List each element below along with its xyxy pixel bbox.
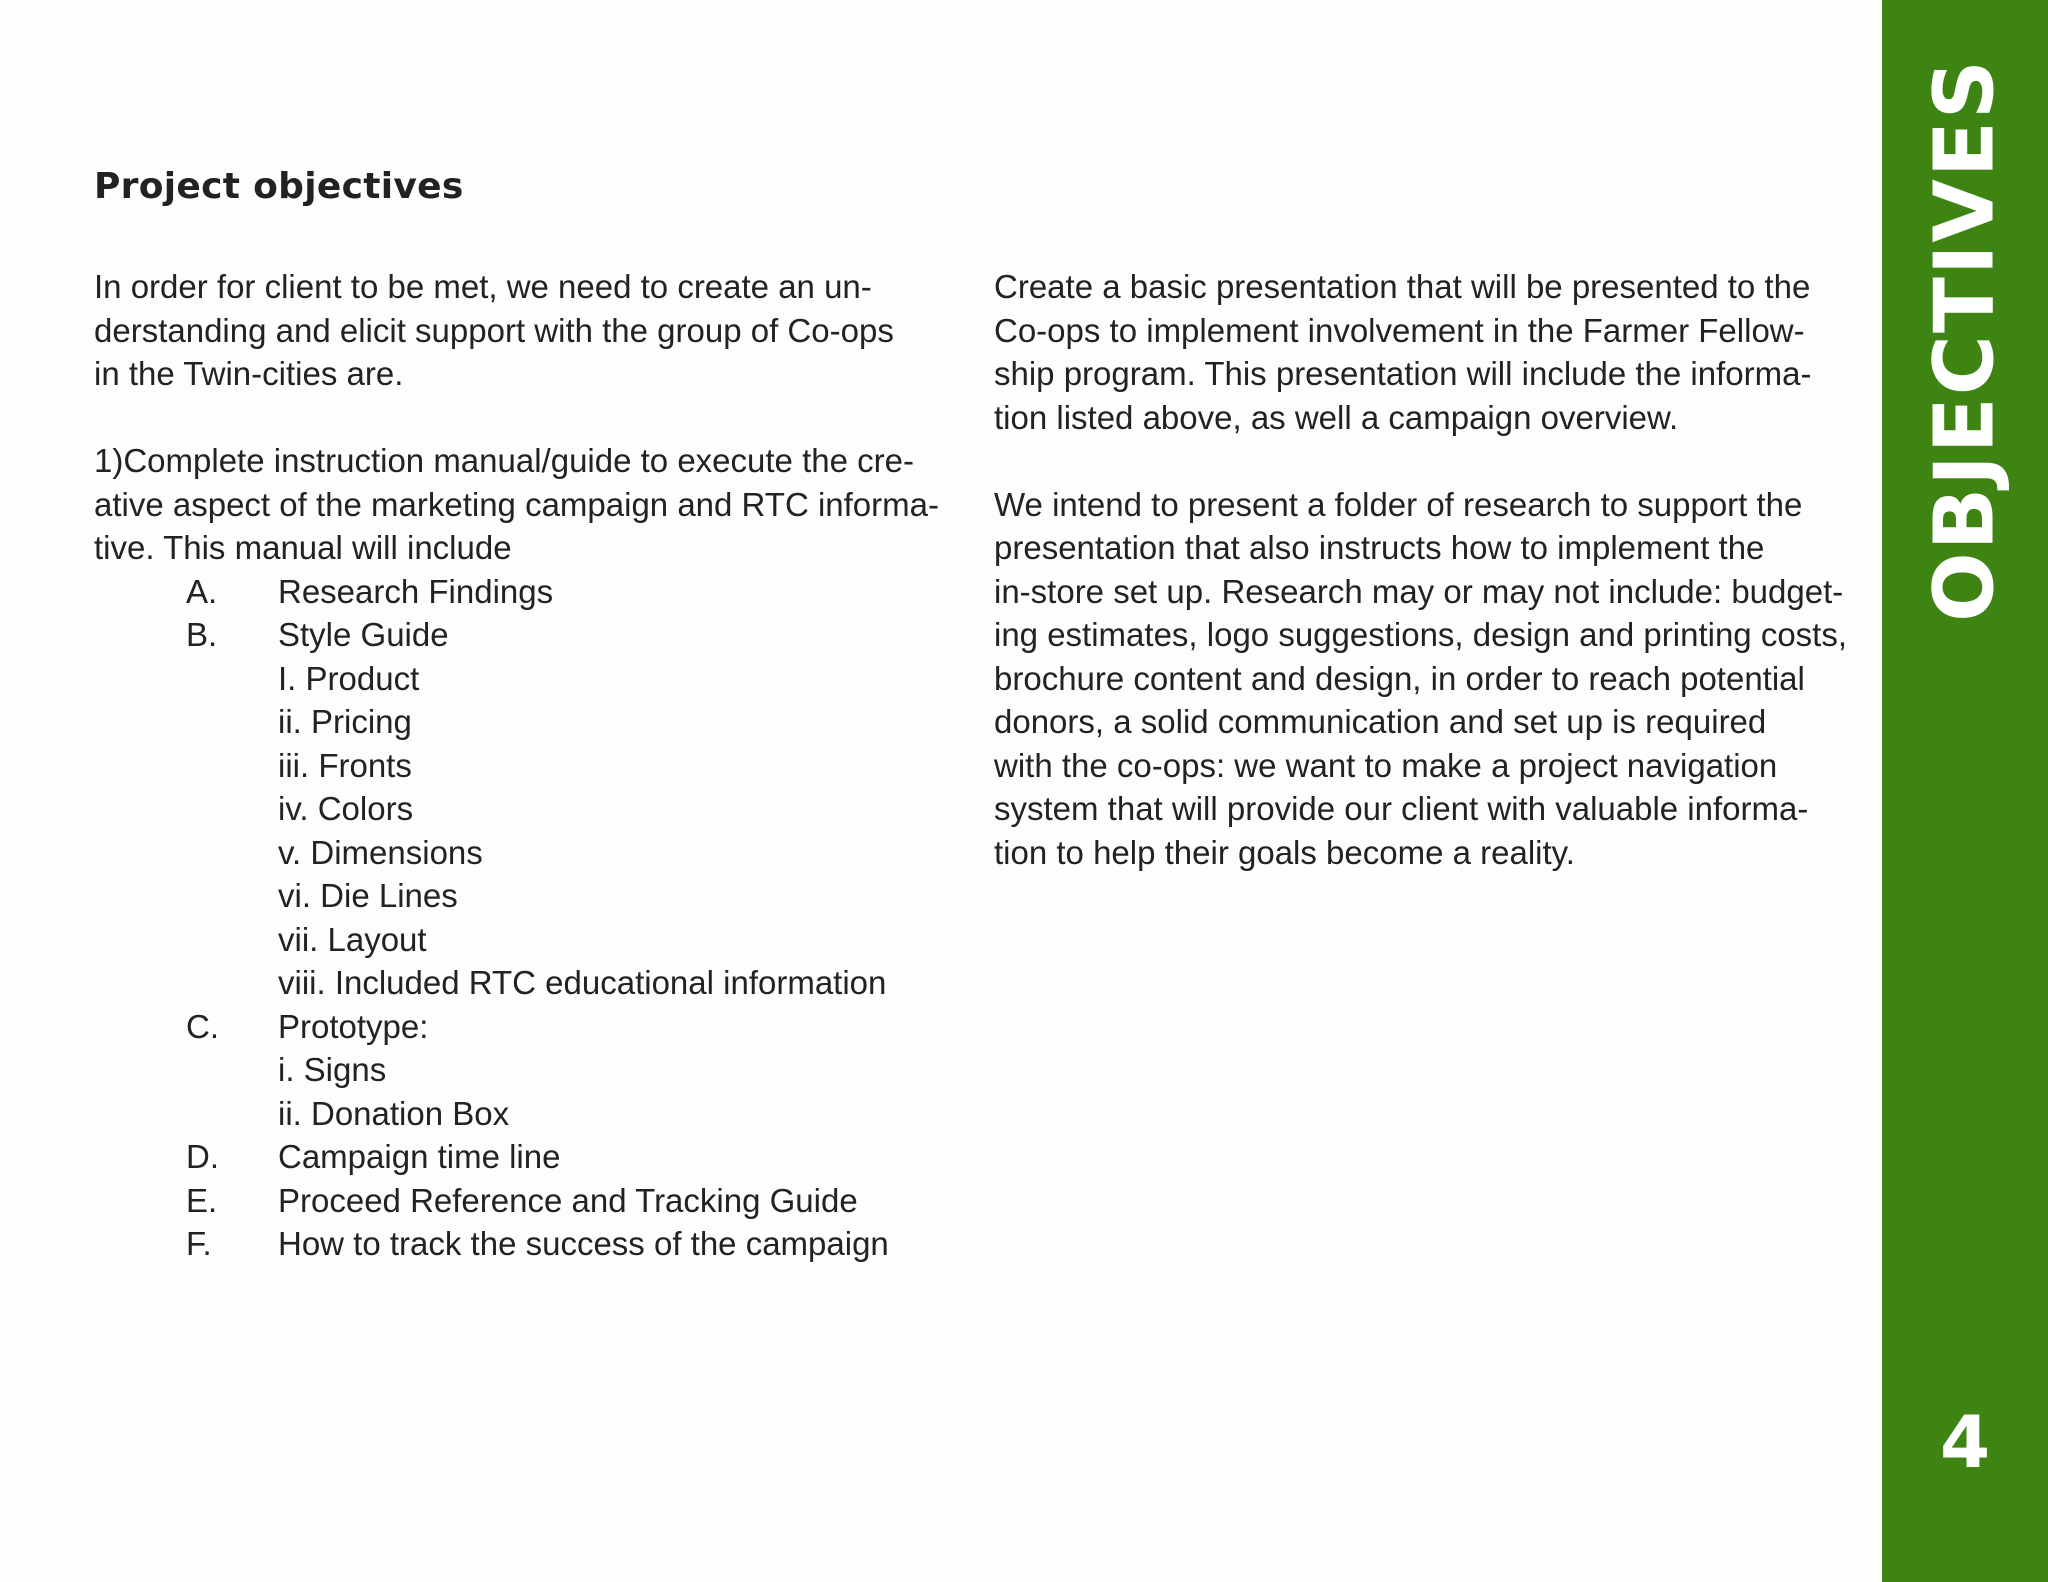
research-paragraph: We intend to present a folder of research to support the presentation that also instructs how to implement the in-store set up. Research may or may not include: budget- ing estimates, logo suggestions, design and printing costs, brochure content and design, in order to reach potential donors, a solid communication and set up is required with the co-ops: we want to make a project navigation system that will provide our client with valuable informa- tion to help their goals become a reality. bbox=[994, 485, 1848, 871]
sub-item-pricing: ii. Pricing bbox=[278, 703, 412, 740]
list-letter: C. bbox=[186, 1007, 219, 1045]
paragraph-gap bbox=[994, 439, 1854, 483]
left-column bbox=[94, 265, 974, 1266]
list-item-f bbox=[94, 1222, 974, 1266]
sub-item-colors: iv. Colors bbox=[278, 790, 414, 827]
list-text: Campaign time line bbox=[278, 1138, 561, 1175]
list-item-c bbox=[94, 1005, 974, 1049]
sub-item-donation-box: ii. Donation Box bbox=[278, 1094, 510, 1132]
sub-item-die-lines: vi. Die Lines bbox=[278, 877, 458, 914]
point-1-paragraph: 1)Complete instruction manual/guide to execute the cre- ative aspect of the marketing campaign and RTC informa- tive. This manual will include bbox=[94, 442, 939, 566]
list-letter: A. bbox=[186, 572, 218, 610]
list-text: Prototype: bbox=[278, 1007, 429, 1045]
sub-item-fronts: iii. Fronts bbox=[278, 746, 412, 784]
sub-item-dimensions: v. Dimensions bbox=[278, 833, 483, 871]
manual-contents-list bbox=[94, 570, 974, 1266]
list-item-a bbox=[94, 570, 974, 614]
list-item-d bbox=[94, 1135, 974, 1179]
list-letter: F. bbox=[186, 1225, 212, 1262]
page-number: 4 bbox=[1939, 1400, 1991, 1484]
section-sidebar bbox=[1882, 0, 2048, 1582]
paragraph-gap bbox=[94, 396, 974, 440]
presentation-paragraph: Create a basic presentation that will be presented to the Co-ops to implement involvement in the Farmer Fellow- ship program. This presentation will include the informa- tion listed above, as well a campaign overview. bbox=[994, 268, 1812, 436]
sidebar-title-wrap bbox=[1882, 58, 2048, 622]
intro-paragraph: In order for client to be met, we need to create an un- derstanding and elicit support with the group of Co-ops in the Twin-cities are. bbox=[94, 268, 894, 392]
list-letter: B. bbox=[186, 616, 218, 653]
sub-item-signs: i. Signs bbox=[278, 1051, 387, 1088]
page-heading: Project objectives bbox=[94, 166, 464, 207]
list-item-b bbox=[94, 613, 974, 657]
list-text: Proceed Reference and Tracking Guide bbox=[278, 1181, 858, 1219]
sub-item-layout: vii. Layout bbox=[278, 920, 427, 958]
sidebar-title: OBJECTIVES bbox=[1917, 58, 2013, 622]
list-text: How to track the success of the campaign bbox=[278, 1225, 889, 1262]
list-text: Style Guide bbox=[278, 616, 449, 653]
list-text: Research Findings bbox=[278, 572, 554, 610]
sub-item-rtc-info: viii. Included RTC educational information bbox=[278, 964, 887, 1001]
list-letter: D. bbox=[186, 1138, 219, 1175]
list-letter: E. bbox=[186, 1181, 218, 1219]
sub-item-product: I. Product bbox=[278, 659, 420, 697]
list-item-e bbox=[94, 1179, 974, 1223]
right-column bbox=[994, 265, 1854, 874]
